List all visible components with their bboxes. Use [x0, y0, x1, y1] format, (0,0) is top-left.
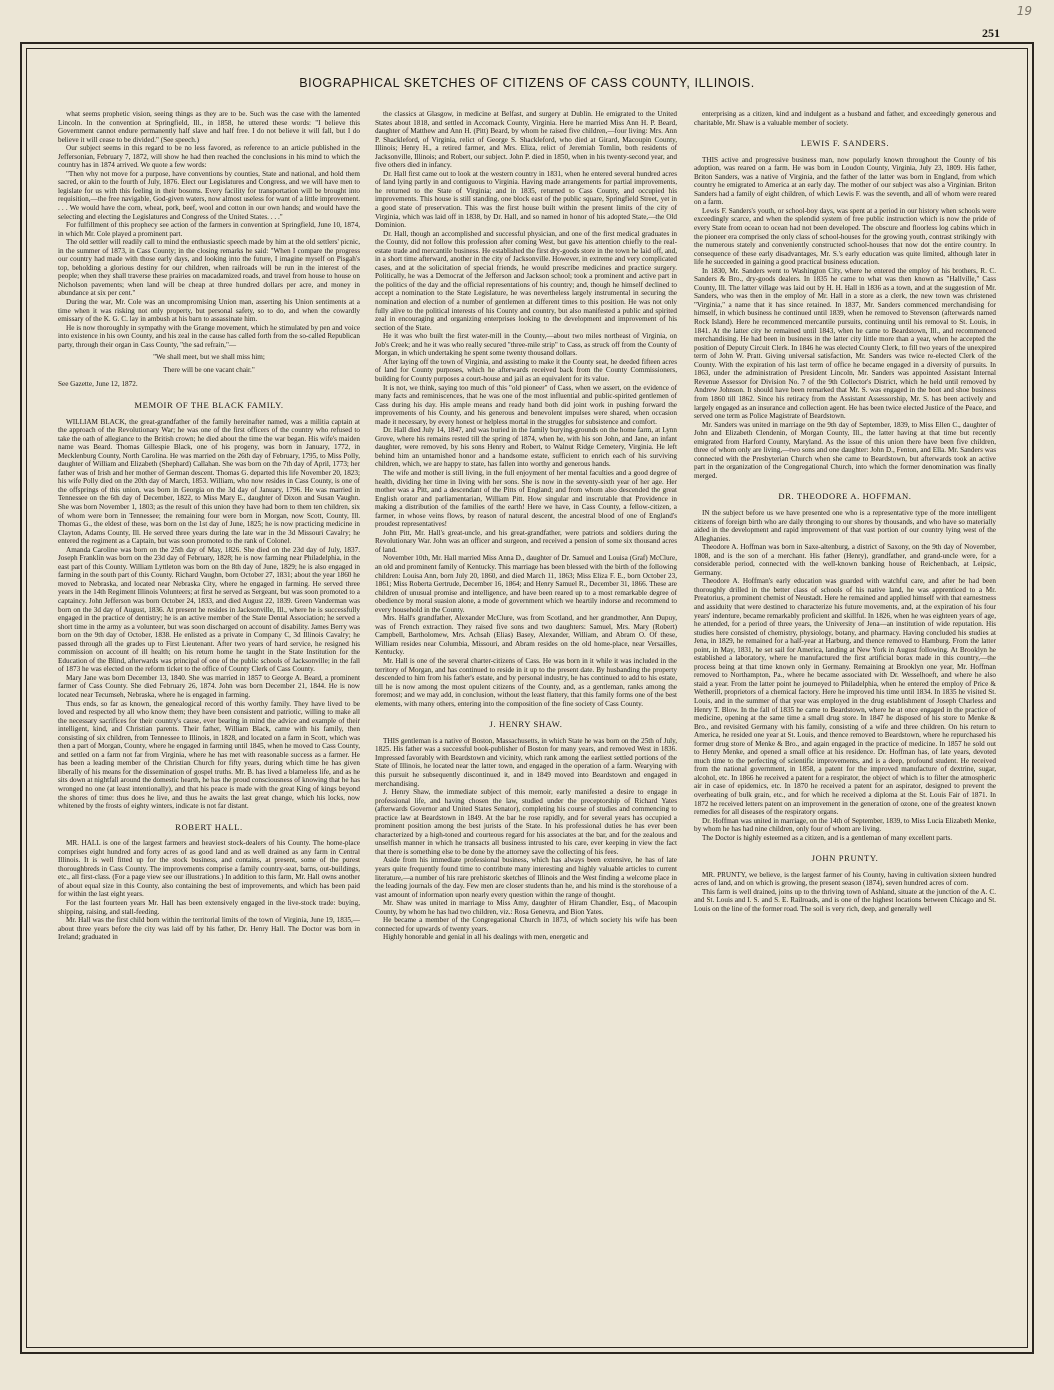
section-heading-john-prunty: JOHN PRUNTY. — [811, 853, 879, 864]
paragraph: Lewis F. Sanders's youth, or school-boy days, was spent at a period in our history when schools were exceedingly scarce, and when the splendid system of free public instruction which is now the pride of every State from ocean to ocean had not been developed. The obscure and floorless log cabins which in the pioneer era comprised the only class of school-houses for the growing youth, contrast strikingly with the numerous stately and conveniently constructed school-houses that now dot the entire country. In consequence of these early disadvantages, Mr. S.'s early education was quite limited, although later in life he succeeded in gaining a good practical business education. — [694, 206, 996, 267]
paragraph: Mr. Hall was the first child born within the territorial limits of the town of Virginia, June 19, 1835,—about three years before the city was laid off by his father, Dr. Henry Hall. The Doctor was born in Ireland; graduated in — [58, 916, 360, 942]
paragraph: The Doctor is highly esteemed as a citizen, and is a gentleman of many excellent parts. — [702, 833, 953, 842]
paragraph: MR. PRUNTY, we believe, is the largest farmer of his County, having in cultivation sixteen hundred acres of land, and on which is growing, the present season (1874), seven hundred acres of corn. — [694, 870, 996, 888]
poem-line: There will be one vacant chair." — [163, 365, 255, 374]
henry-shaw-text — [375, 737, 677, 942]
paragraph: Our subject seems in this regard to be no less favored, as reference to an article published in the Jeffersonian, February 7, 1872, will show he had then reached the conclusions in his mind to which the country has in 1874 arrived. We quote a few words: — [58, 144, 360, 170]
paragraph: He became a member of the Congregational Church in 1873, of which society his wife has been connected for upwards of twenty years. — [375, 916, 677, 933]
paragraph: For fulfillment of this prophecy see action of the farmers in convention at Springfield, June 10, 1874, in which Mr. Cole played a prominent part. — [58, 221, 360, 238]
paragraph: Mr. Shaw was united in marriage to Miss Amy, daughter of Hiram Chandler, Esq., of Macoupin County, by whom he has had two children, viz.: Rosa Genevra, and Bion Yates. — [375, 899, 677, 916]
paragraph: what seems prophetic vision, seeing things as they are to be. Such was the case with the lamented Lincoln. In the convention at Springfield, Ill., in 1858, he uttered these words: "I believe this Government cannot endure permanently half slave and half free. I do not believe it will fall, but I do believe it will cease to be divided." (See speech.) — [58, 110, 360, 144]
section-heading-robert-hall: ROBERT HALL. — [175, 821, 243, 832]
paragraph: He it was who built the first water-mill in the County,—about two miles northeast of Virginia, on Job's Creek; and he it was who really secured "three-mile strip" to Cass, as struck off from the County of Morgan, in which undertaking he spent some twenty thousand dollars. — [375, 332, 677, 358]
paragraph: During the war, Mr. Cole was an uncompromising Union man, asserting his Union sentiments at a time when it was risking not only property, but personal safety, so to do, and when the cowardly emissary of the K. G. C. lay in ambush at his barn to assassinate him. — [58, 298, 360, 324]
paragraph: This farm is well drained, joins up to the thriving town of Ashland, situate at the junction of the A. C. and St. Louis and I. S. and S. E. Railroads, and is one of the highest locations between Chicago and St. Louis on the line of the former road. The soil is very rich, deep, and generally well — [694, 887, 996, 914]
paragraph: Amanda Caroline was born on the 25th day of May, 1826. She died on the 23d day of July, 1837. Joseph Franklin was born on the 23d day of February, 1828; he is now farming near Philadelphia, in the east part of this County. William Lyttleton was born on the 8th day of June, 1829; he is also engaged in farming in the south part of this County. Richard Vaughn, born October 27, 1831; about the year 1860 he moved to Nebraska, and located near Nebraska City, where he engaged in farming. He served three years in the 14th Regiment Illinois Volunteers; at first he served as Sergeant, but was soon promoted to a captaincy. John Jefferson was born October 24, 1833, and died August 22, 1839. Green Vanderman was born on the 3d day of August, 1836. At present he resides in Jacksonville, Ill., where he is successfully engaged in the practice of dentistry; he is an active member of the State Dental Association; he served a short time in the army as a volunteer, but was soon discharged on account of disability. James Berry was born on the 9th day of October, 1838. He enlisted as a private in Company C, 3d Illinois Cavalry; he passed through all the grades up to First Lieutenant. After two years of hard service, he resigned his commission on account of ill health; on his return home he taught in the State Institution for the Education of the Blind, afterwards was principal of one of the public schools of Jacksonville; in the fall of 1873 he was elected on the reform ticket to the office of County Clerk of Cass County. — [58, 545, 360, 674]
paragraph: It is not, we think, saying too much of this "old pioneer" of Cass, when we assert, on the evidence of many facts and reminiscences, that he was one of the most influential and public-spirited gentlemen of Cass during his day. His ample means and ready hand both did joint work in pushing forward the improvements of his County, and his generous and benevolent impulses were shared, when occasion made it necessary, by every honest or helpless mortal in the struggles for subsistence and comfort. — [375, 383, 677, 426]
john-prunty-text — [694, 871, 996, 914]
paragraph: Aside from his immediate professional business, which has always been extensive, he has of late years quite frequently found time to contribute many interesting and highly valuable articles to current literature,—a number of his rare prehistoric sketches of Illinois and the West finding a welcome place in the leading journals of the day. Few men are closer students than he, and his mind is the storehouse of a vast amount of information upon nearly every question within the range of thought. — [375, 856, 677, 899]
paragraph: Dr. Hall, though an accomplished and successful physician, and one of the first medical graduates in the County, did not follow this profession after coming West, but gave his attention chiefly to the real-estate trade and mercantile business. He established the first dry-goods store in the town he laid off, and, in a short time afterward, another in the city of Jacksonville. However, in extreme and very complicated cases, and at the solicitation of special friends, he would prescribe medicines and practice surgery. Politically, he was a Democrat of the Jefferson and Jackson school; took a prominent and active part in the politics of the day and the official representations of his country; and, though he himself declined to accept a nomination to the State Legislature, he was nevertheless largely instrumental in securing the nomination and election of a number of gentlemen at different times to this position. He was not only fully alive to the political interests of his County and country, but also manifested a public and spirited zeal in encouraging and organizing enterprises looking to the development and improvement of his section of the State. — [375, 229, 677, 332]
paragraph: For the last fourteen years Mr. Hall has been extensively engaged in the live-stock trade: buying, shipping, raising, and stall-feeding. — [58, 899, 360, 916]
paragraph: the classics at Glasgow, in medicine at Belfast, and surgery at Dublin. He emigrated to the United States about 1818, and settled in Accomack County, Virginia. Here he married Miss Ann H. P. Beard, daughter of Matthew and Ann H. (Pitt) Beard, by whom he raised five children,—four living: Mrs. Ann P. Shackleford, of Virginia, relict of George S. Shackleford, who died at Girard, Macoupin County, Illinois; Henry H., a retired farmer, and Mrs. Eliza, relict of Jeremiah Tomlin, both residents of Jacksonville, Illinois; and Robert, our subject. John P. died in 1850, when in his twenty-second year, and five others died in infancy. — [375, 110, 677, 170]
section-heading-lewis-sanders: LEWIS F. SANDERS. — [800, 138, 890, 149]
paragraph: The wife and mother is still living, in the full enjoyment of her mental faculties and a good degree of health, dividing her time in living with her sons. She is now in the seventy-sixth year of her age. Her mother was a Pitt, and a descendant of the Pitts of England; and from whom also descended the great English orator and parliamentarian, William Pitt. How singular and inscrutable that Providence in making a distribution of the families of the earth! Here we have, in Cass County, a fellow-citizen, a farmer, in whose veins flows, by reason of natural descent, the ancestral blood of one of England's proudest representatives! — [375, 468, 677, 529]
section-heading-henry-shaw: J. HENRY SHAW. — [489, 719, 563, 730]
paragraph: THIS active and progressive business man, now popularly known throughout the County of his adoption, was reared on a farm. He was born in Loudon County, Virginia, July 23, 1809. His father, Briton Sanders, was a native of Virginia, and the father of the latter was born in England, from which country he emigrated to America at an early day. The mother of our subject was also a Virginian. Briton Sanders had a family of eight children, of which Lewis F. was the seventh, and all of whom were reared on a farm. — [694, 155, 996, 207]
paragraph: He is now thoroughly in sympathy with the Grange movement, which he stimulated by pen and voice into existence in his own County, and his zeal in the cause has called forth from the so-called Republican party, through their organ in Cass County, "the sad refrain,"— — [58, 323, 360, 349]
cole-continuation — [58, 110, 360, 349]
column-left — [58, 110, 360, 1322]
paragraph: John Pitt, Mr. Hall's great-uncle, and his great-grandfather, were patriots and soldiers during the Revolutionary War. John was an officer and surgeon, and received a pension of some six thousand acres of land. — [375, 528, 677, 554]
theodore-hoffman-text — [694, 509, 996, 842]
paragraph: WILLIAM BLACK, the great-grandfather of the family hereinafter named, was a militia captain at the approach of the Revolutionary War; he was one of the first officers of the country who refused to take the oath of allegiance to the British crown; he died about the time the war began. His wife's maiden name was Beard. Thomas Gillespie Black, one of his progeny, was born in January, 1772, in Mecklenburg County, North Carolina. He was married on the 26th day of February, 1795, to Miss Polly, daughter of William and Elizabeth (Shephard) Callahan. She was born on the 7th day of April, 1773; her father was of Irish and her mother of German descent. Thomas G. departed this life November 20, 1823; his wife Polly died on the 20th day of March, 1853. William, who now resides in Cass County, is one of the offsprings of this union, was born in Georgia on the 3d day of January, 1796. He was married in Tennessee on the 6th day of December, 1822, to Miss Mary E., daughter of Dixon and Susan Vaughn. She was born November 1, 1803; as the result of this union they have had born to them ten children, six of whom were born in Tennessee; the remaining four were born in Morgan, now Scott, County, Ill. Thomas G., the eldest of these, was born on the 1st day of June, 1825; he is now practicing medicine in Clayton, Adams County, Ill. He served three years during the late war in the 3d Missouri Cavalry; he entered the regiment as a Captain, but was soon promoted to the rank of Colonel. — [58, 417, 360, 546]
paragraph: Theodore A. Hoffman's early education was guarded with watchful care, and after he had been thoroughly drilled in the better class of schools of his native land, he was apprenticed to a Mr. Preatorius, a prominent chemist of Neustadt. Here he remained and applied himself with that earnestness and assiduity that were destined to characterize his future movements, and, at the expiration of his four years' indenture, became remarkably proficient and skillful. In 1826, when he was eighteen years of age, he attended, for a period of three years, the University of Jena—an institution of wide reputation. His studies here consisted of chemistry, physiology, botany, and pharmacy. Having concluded his studies at Jena, in 1829, he remained for a half-year at Harburg, and thence removed to Hamburg. From the latter point, in May, 1831, he set sail for America, landing at New York in August following. At Brooklyn he established a laboratory, where he manufactured the first artificial borax made in this country,—the process being at that time known only in Germany. Remaining at Brooklyn one year, Mr. Hoffman removed to Northampton, Pa., where he became associated with Dr. Wesselhoeft, and where he also staid a year. From the latter point he journeyed to Philadelphia, when he entered the employ of Price & Wetherill, proprietors of a chemical factory. Here he improved his time until 1834. In 1835 he visited St. Louis, and in the summer of that year was employed in the drug establishment of Joseph Charless and Henry T. Blow. In the fall of 1835 he came to Beardstown, where he at once engaged in the practice of medicine, opening at the same time a small drug store. In 1847 he disposed of his store to Menke & Bro., and revisited Germany with his family, consisting of a wife and three children. On his return to America, he resided one year at St. Louis, and thence removed to Beardstown, where he repurchased his former drug store of Menke & Bro., and again engaged in the practice of medicine. In 1857 he sold out to Henry Menke, and opened a small office at his residence. Dr. Hoffman has, of late years, devoted much time to the perfecting of scientific improvements, and is a deep, profound student. He received from the national government, in 1858, a patent for the improved manufacture of dextrine, sugar, alcohol, etc. In 1866 he received a patent for a respirator, the object of which is to filter the atmospheric air in case of epidemics, etc. In 1870 he received a patent for an aspirator, designed to prevent the overheating of bulk grain, etc., and for which he received a diploma at the St. Louis Fair of 1871. In 1872 he received letters patent on an improvement in the generation of ozone, one of the greatest known remedies for all diseases of the respiratory organs. — [694, 577, 996, 817]
paragraph: Mrs. Hall's grandfather, Alexander McClure, was from Scotland, and her grandmother, Ann Dupuy, was of French extraction. They raised five sons and two daughters: Samuel, Mrs. Mary (Robert) Campbell, Bartholomew, Mrs. Achsah (Elias) Basey, Alexander, William, and Abram O. Of these, William resides near Columbia, Missouri, and Abram resides on the old home-place, near Versailles, Kentucky. — [375, 614, 677, 657]
paragraph: Mary Jane was born December 13, 1840. She was married in 1857 to George A. Beard, a prominent farmer of Cass County. She died February 26, 1874. John was born December 21, 1844. He is now located near Tecumseh, Nebraska, where he is engaged in farming. — [58, 673, 360, 699]
robert-hall-text — [58, 839, 360, 942]
paragraph: enterprising as a citizen, kind and indulgent as a husband and father, and exceedingly generous and charitable, Mr. Shaw is a valuable member of society. — [694, 110, 996, 127]
paragraph: Dr. Hall died July 14, 1847, and was buried in the family burying-grounds on the home farm, at Lynn Grove, where his remains rested till the spring of 1874, when he, with his son John, and Jane, an infant daughter, were removed, by his sons Henry and Robert, to Walnut Ridge Cemetery, Virginia. He left behind him an untarnished honor and a handsome estate, sufficient to enrich each of his surviving children, which, we are happy to state, has fallen into worthy and generous hands. — [375, 426, 677, 469]
column-right — [694, 110, 996, 1322]
pencil-page-mark: 19 — [1016, 4, 1032, 18]
citation: See Gazette, June 12, 1872. — [58, 380, 138, 389]
paragraph: November 10th, Mr. Hall married Miss Anna D., daughter of Dr. Samuel and Louisa (Graf) McClure, an old and prominent family of Kentucky. This marriage has been blessed with the birth of the following children: Louisa Ann, born July 20, 1860, and died March 11, 1863; Miss Eliza F. E., born October 23, 1861; Miss Roberta Gertrude, December 16, 1864; and Henry Samuel R., December 31, 1866. These are children of unusual promise and intelligence, and have been reared up to a most remarkable degree of obedience by moral suasion alone, a mode of government which we heartily indorse and recommend to every household in the County. — [375, 554, 677, 614]
paragraph: Mr. Sanders was united in marriage on the 9th day of September, 1839, to Miss Ellen C., daughter of John and Elizabeth Clendenin, of Morgan County, Ill., the latter having at that time but recently emigrated from Harford County, Maryland. As the issue of this union there have been five children, three of whom only are living,—two sons and one daughter: John D., Fenton, and Ella. Mr. Sanders was connected with the Presbyterian Church when she came to Beardstown, but afterwards took an active part in the organization of the Congregational Church, into which the former denomination was finally merged. — [694, 420, 996, 480]
black-family-text — [58, 418, 360, 811]
paragraph: Dr. Hoffman was united in marriage, on the 14th of September, 1839, to Miss Lucia Elizabeth Menke, by whom he has had nine children, only four of whom are living. — [694, 816, 996, 834]
page-number: 251 — [982, 26, 1000, 40]
paragraph: The old settler will readily call to mind the enthusiastic speech made by him at the old settlers' picnic, in the summer of 1873, in Cass County; in the closing remarks he said: "When I compare the progress our country had made with those early days, and looking into the future, I imagine myself on Pisgah's top, beholding a glorious destiny for our children, when railroads will be run in the interest of the people; when they shall traverse these prairies on macadamized roads, and travel from house to house on Nicholson pavements; when land will be cheap at three hundred dollars per acre, and money in abundance at six per cent." — [58, 238, 360, 298]
paragraph: Theodore A. Hoffman was born in Saxe-altenburg, a district of Saxony, on the 9th day of November, 1808, and is the son of a merchant. His father (Henry), grandfather, and grand-uncle were, for a considerable period, connected with the well-known banking house of Reichenbach, at Leipsic, Germany. — [694, 543, 996, 577]
henry-shaw-continuation — [694, 110, 996, 127]
paragraph: J. Henry Shaw, the immediate subject of this memoir, early manifested a desire to engage in professional life, and having chosen the law, studied under the preceptorship of Richard Yates (afterwards Governor and United States Senator), completing his course of studies and commencing to practice law at Beardstown in 1849. At the bar he rose rapidly, and for several years has occupied a prominent position among the best jurists of the State. In his professional duties he has ever been characterized by a high-toned and courteous regard for his associates at the bar, and for the zealous and unselfish manner in which he transacts all business intrusted to his care, ever keeping in view the fact that there is something else to be done by the attorney save the collecting of his fees. — [375, 788, 677, 856]
page-title: BIOGRAPHICAL SKETCHES OF CITIZENS OF CASS COUNTY, ILLINOIS. — [299, 76, 755, 90]
poem-line: "We shall meet, but we shall miss him; — [153, 353, 265, 362]
paragraph: MR. HALL is one of the largest farmers and heaviest stock-dealers of his County. The home-place comprises eight hundred and forty acres of as good land and as well drained as any farm in Central Illinois. It is well fitted up for the stock business, and contains, at present, some of the purest thoroughbreds in Cass County. The improvements comprise a family country-seat, barns, out-buildings, etc., all first-class. (For a page view see our illustrations.) In addition to this farm, Mr. Hall owns another of about equal size in this County, also containing the best of improvements, and which has been paid for within the last eight years. — [58, 839, 360, 899]
paragraph: THIS gentleman is a native of Boston, Massachusetts, in which State he was born on the 25th of July, 1825. His father was a successful book-publisher of Boston for many years, and removed West in 1836. Impressed favorably with Beardstown and vicinity, which rank among the earliest settled portions of the State of Illinois, he located near the latter town, and engaged in the operation of a farm. Wearying with this pursuit he subsequently discontinued it, and in 1849 moved into Beardstown and engaged in merchandising. — [375, 736, 677, 788]
paragraph: Highly honorable and genial in all his dealings with men, energetic and — [383, 933, 589, 942]
paragraph: In 1830, Mr. Sanders went to Washington City, where he entered the employ of his brothers, R. C. Sanders & Bro., dry-goods dealers. In 1835 he came to what was then known as "Hallville," Cass County, Ill. The latter village was laid out by H. H. Hall in 1836 as a town, and at the suggestion of Mr. Sanders, who was then in the employ of Mr. Hall in a store as a clerk, the new town was christened "Virginia," a name that it has since retained. In 1837, Mr. Sanders commenced merchandising for himself, in which business he continued until 1839, when he removed to Stevenson (afterwards named Rock Island). Here he recommenced mercantile pursuits, continuing until his removal to St. Louis, in 1841. At the latter city he remained until 1843, when he came to Beardstown, Ill., and recommenced merchandising. He had been in business in the latter city little more than a year, when he accepted the position of Deputy Circuit Clerk. In 1846 he was elected County Clerk, to fill two years of the unexpired term of John W. Pratt. Giving universal satisfaction, Mr. Sanders was twice re-elected Clerk of the County. With the expiration of his last term of office he became engaged in a diversity of pursuits. In 1863, under the administration of President Lincoln, Mr. Sanders was appointed Assistant Internal Revenue Assessor for Division No. 7 of the 9th Collector's District, which he held until removed by Andrew Johnson. It should have been remarked that Mr. S. was engaged in the boot and shoe business from 1860 till 1862. Since his retiracy from the Assistant Assessorship, Mr. S. has been actively and largely engaged as an insurance and collection agent. He has been twice elected Justice of the Peace, and served one term as Police Magistrate of Beardstown. — [694, 266, 996, 421]
paragraph: Dr. Hall first came out to look at the western country in 1831, when he entered several hundred acres of land lying partly in and contiguous to Virginia. Having made arrangements for partial improvements, he returned to the State of Virginia; and in 1835, returned to Cass County, and occupied his improvements. This house is still standing, one block east of the public square, Springfield Street, yet in a good state of preservation. This was the first house built within the present limits of the city of Virginia, which was laid off in 1838, by Dr. Hall, and so named in honor of his adopted State,—the Old Dominion. — [375, 169, 677, 230]
paragraph: Thus ends, so far as known, the genealogical record of this worthy family. They have lived to be loved and respected by all who know them; they have been consistent and patriotic, willing to make all the necessary sacrifices for their country's cause, ever bearing in mind the advice and example of their intelligent, kind, and Christian parents. Their father, William Black, came with his family, then consisting of six children, from Tennessee to Illinois, in 1828, and located on a farm in Scott, which was then a part of Morgan, County, where he engaged in farming until 1845, when he moved to Cass County, and settled on a farm not far from Virginia, where he has met with reasonable success as a farmer. He has been a leading member of the Christian Church for fifty years, during which time he has given liberally of his means for the dissemination of gospel truths. Mr. B. has lived a blameless life, and as he sits down at nightfall around the domestic hearth, he has the proud consciousness of knowing that he has wronged no one (at least intentionally), and that his peace is made with the great King of kings beyond the shores of time: thus does he live, and thus he awaits the last great change, which his locks, now whitened by the frosts of eighty winters, indicate is not far distant. — [58, 699, 360, 811]
paragraph: Mr. Hall is one of the several charter-citizens of Cass. He was born in it while it was included in the territory of Morgan, and has continued to reside in it up to the present date. By husbanding the property descended to him from his father's estate, and by personal industry, he has continued to add to his estate, till he is now among the most opulent citizens of the County, and, as a gentleman, ranks among the foremost; and we may add, in conclusion, without the least flattery, that this family forms one of the best elements, with many others, entering into the composition of the fine society of Cass County. — [375, 657, 677, 708]
section-heading-theodore-hoffman: DR. THEODORE A. HOFFMAN. — [778, 491, 912, 502]
paragraph: After laying off the town of Virginia, and assisting to make it the County seat, he deeded fifteen acres of land for County purposes, which he afterwards received back from the County Commissioners, building for County purposes a court-house and jail as an equivalent for its value. — [375, 357, 677, 383]
lewis-sanders-text — [694, 156, 996, 481]
paragraph: "Then why not move for a purpose, have conventions by counties, State and national, and hold them sacred, or akin to the fourth of July, 1876. Elect our Legislatures and Congress, and we will have men to legislate for us with this feeling in their bosoms. Every facility for transportation will be brought into requisition,—the free navigable, God-given waters, now almost useless for want of a little improvement. . . . We would have the corn, wheat, pork, beef, wool and cotton in our own hands; and would have the selecting and electing the Legislatures and Congress of the United States. . . ." — [58, 169, 360, 221]
paragraph: IN the subject before us we have presented one who is a representative type of the more intelligent citizens of foreign birth who are daily thronging to our shores by thousands, and who have so materially aided in the development and rapid improvement of that vast portion of our country lying west of the Alleghanies. — [694, 508, 996, 543]
column-middle — [375, 110, 677, 1322]
section-heading-black-family: MEMOIR OF THE BLACK FAMILY. — [134, 399, 284, 410]
robert-hall-continuation — [375, 110, 677, 708]
